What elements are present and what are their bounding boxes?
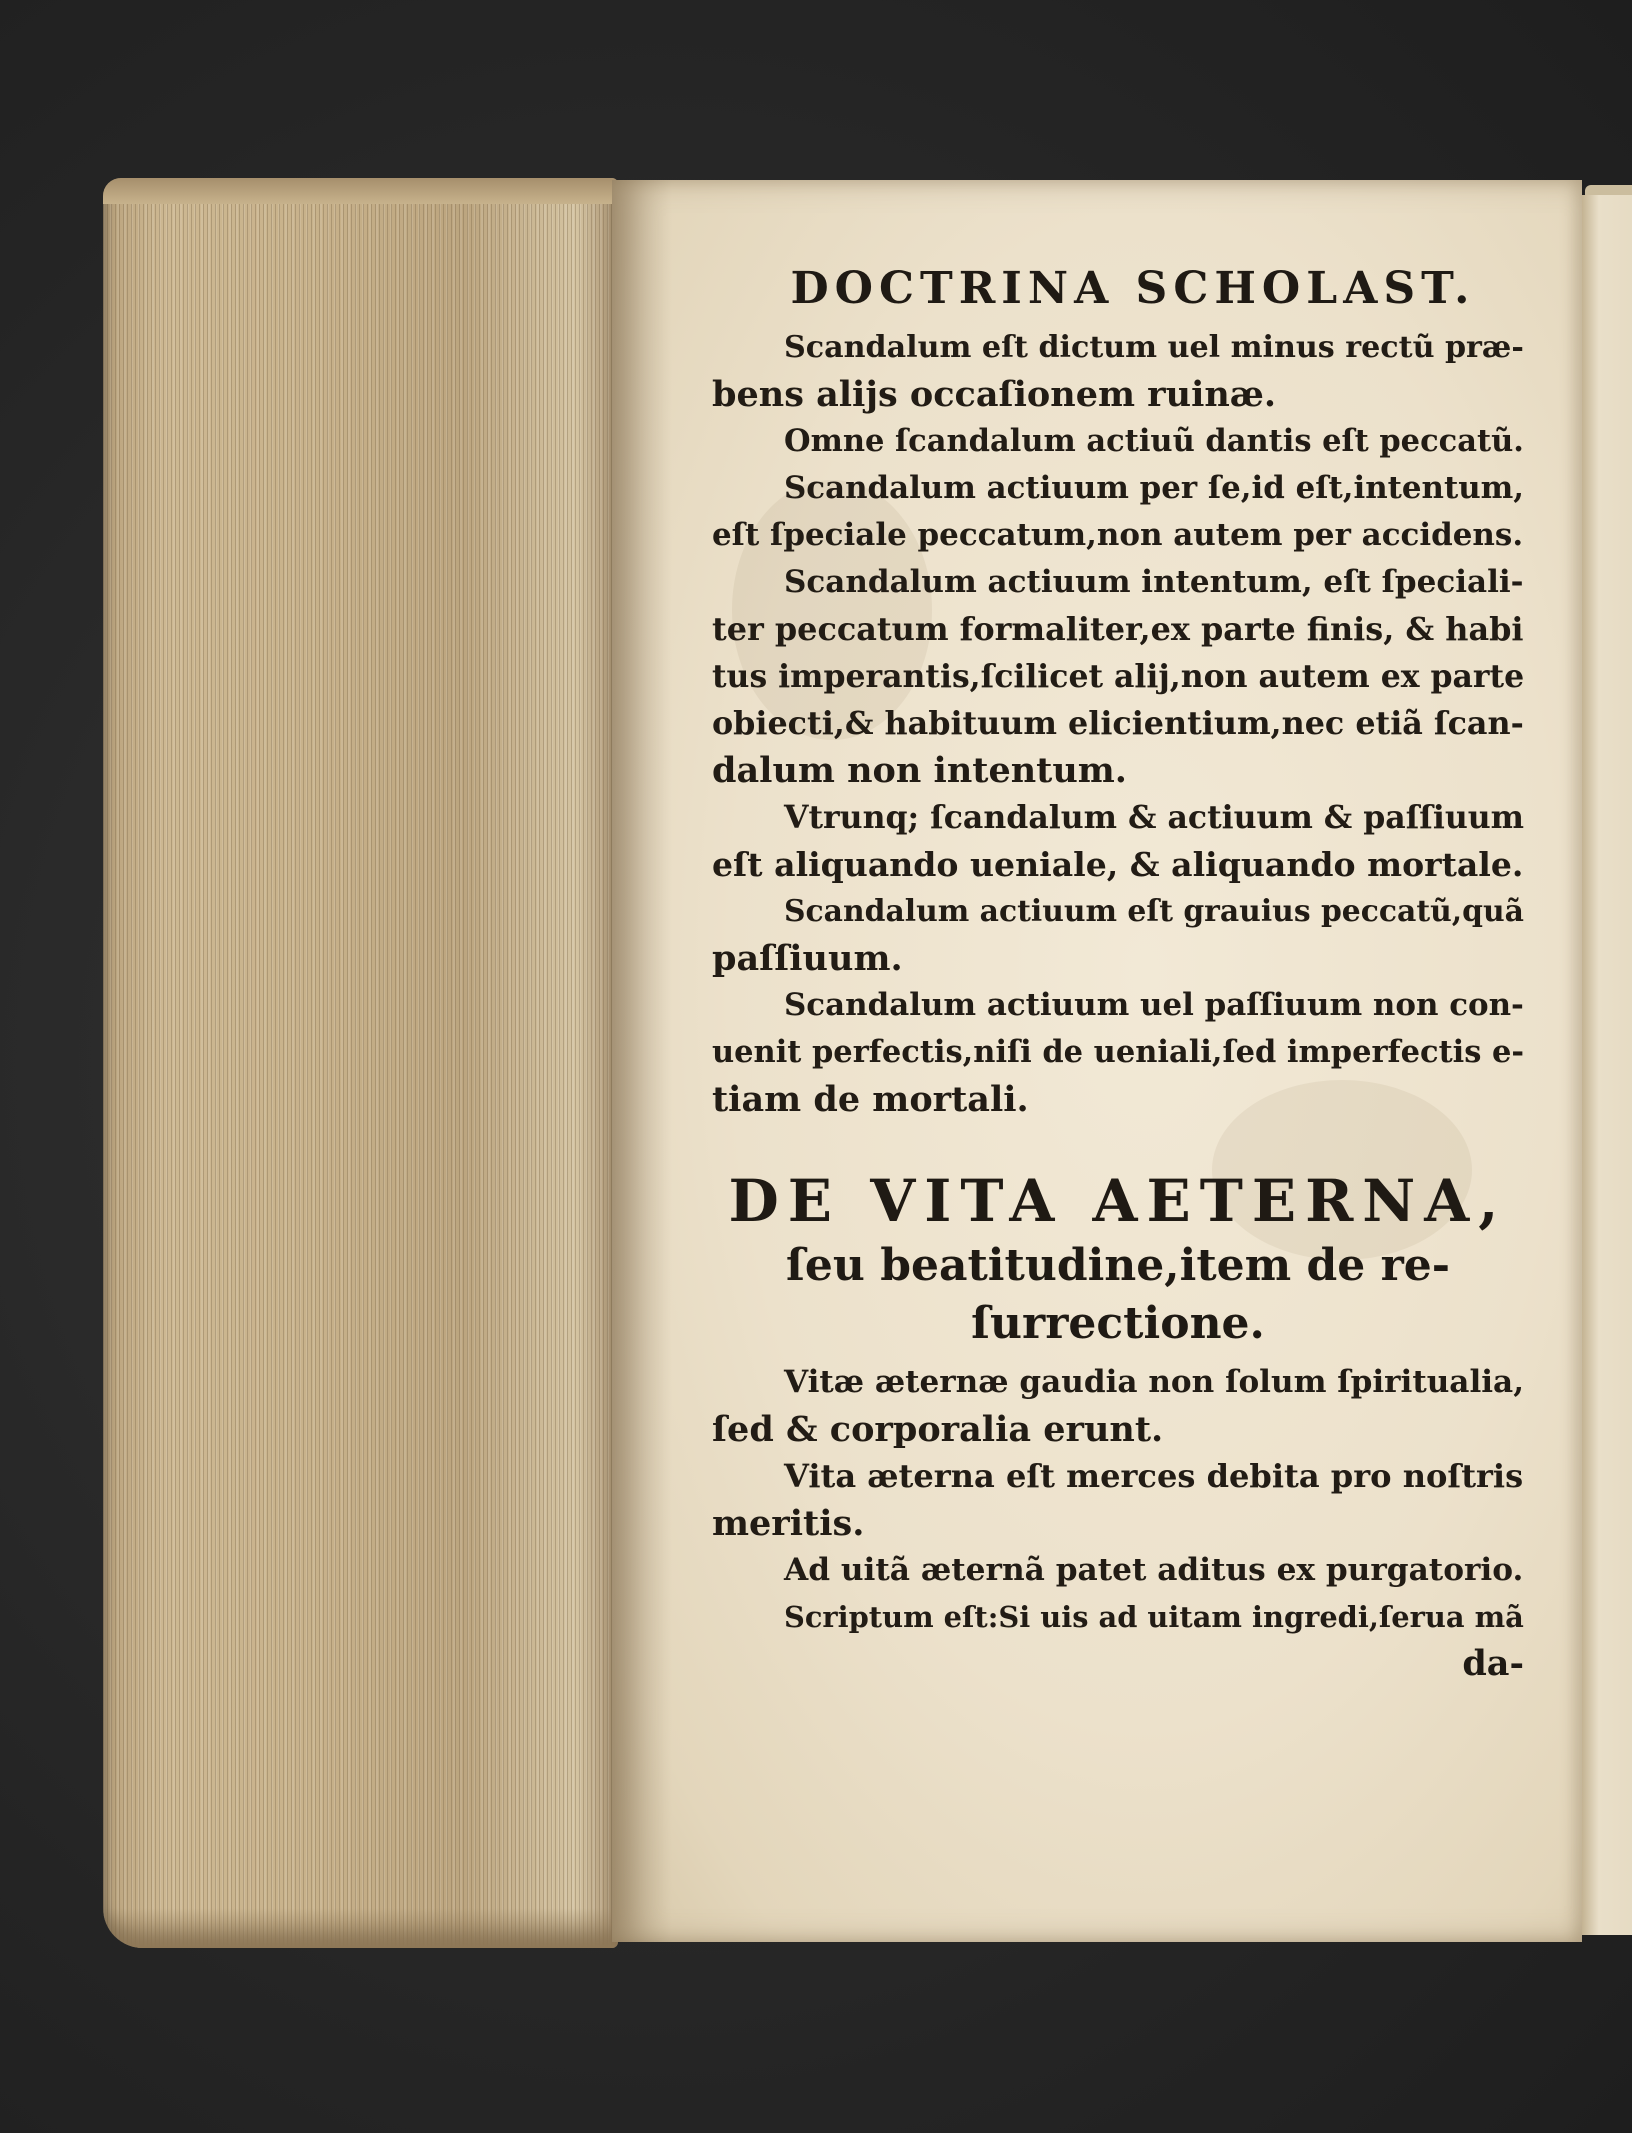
text-line: Scandalum actiuum intentum, eſt ſpeciali- [784,564,1524,600]
text-line: tiam de mortali. [712,1079,1029,1120]
text-column [712,262,1524,1687]
text-line: Ad uitã æternã patet aditus ex purgatorio. [784,1552,1524,1588]
text-line: Vitæ æternæ gaudia non ſolum ſpiritualia, [784,1364,1525,1400]
text-line: bens alijs occaſionem ruinæ. [712,374,1277,415]
section-subtitle-line: ſurrectione. [971,1298,1265,1349]
paragraph [712,1547,1524,1594]
text-line: paſſiuum. [712,938,903,979]
text-line: Scandalum actiuum per ſe,id eſt,intentum, [784,470,1525,506]
text-line: meritis. [712,1503,865,1544]
text-line: eſt aliquando ueniale, & aliquando mortale. [712,845,1524,884]
paragraph [712,1594,1524,1641]
paragraph [712,794,1524,888]
text-line: Scriptum eſt:Si uis ad uitam ingredi,ſerua mã [784,1600,1524,1634]
text-line: Scandalum actiuum eſt grauius peccatũ,quã [784,894,1524,929]
text-line: eſt ſpeciale peccatum,non autem per accidens. [712,517,1524,553]
paragraph [712,418,1524,465]
paragraph [712,324,1524,418]
section-title: DE VITA AETERNA, [728,1167,1508,1235]
text-line: Scandalum actiuum uel paſſiuum non con- [784,987,1524,1023]
text-line: uenit perfectis,niſi de ueniali,ſed imperfectis e- [712,1034,1525,1070]
section-heading [712,1165,1524,1353]
paragraph [712,559,1524,794]
text-line: ter peccatum formaliter,ex parte finis, & habi [712,610,1524,648]
section-subtitle-line: ſeu beatitudine,item de re- [785,1240,1451,1291]
paragraph [712,465,1524,559]
book-page-stack [103,178,618,1948]
paragraph [712,1359,1524,1453]
text-line: tus imperantis,ſcilicet alij,non autem ex parte [712,658,1525,695]
catchword: da- [1462,1643,1524,1684]
paragraph [712,982,1524,1123]
text-line: obiecti,& habituum elicientium,nec etiã ſcan- [712,705,1524,742]
bottom-paragraphs [712,1359,1524,1641]
text-line: Omne ſcandalum actiuũ dantis eſt peccatũ. [784,423,1524,459]
text-line: dalum non intentum. [712,750,1127,791]
running-head: DOCTRINA SCHOLAST. [790,263,1476,314]
paragraph [712,1453,1524,1547]
facing-page-edge [1578,195,1632,1935]
text-line: Vtrunq; ſcandalum & actiuum & paſſiuum [784,799,1525,836]
text-line: ſed & corporalia erunt. [712,1409,1164,1450]
text-line: Scandalum eſt dictum uel minus rectũ præ- [784,330,1524,365]
text-line: Vita æterna eſt merces debita pro noſtris [784,1457,1524,1495]
top-paragraphs [712,324,1524,1123]
paragraph [712,888,1524,982]
